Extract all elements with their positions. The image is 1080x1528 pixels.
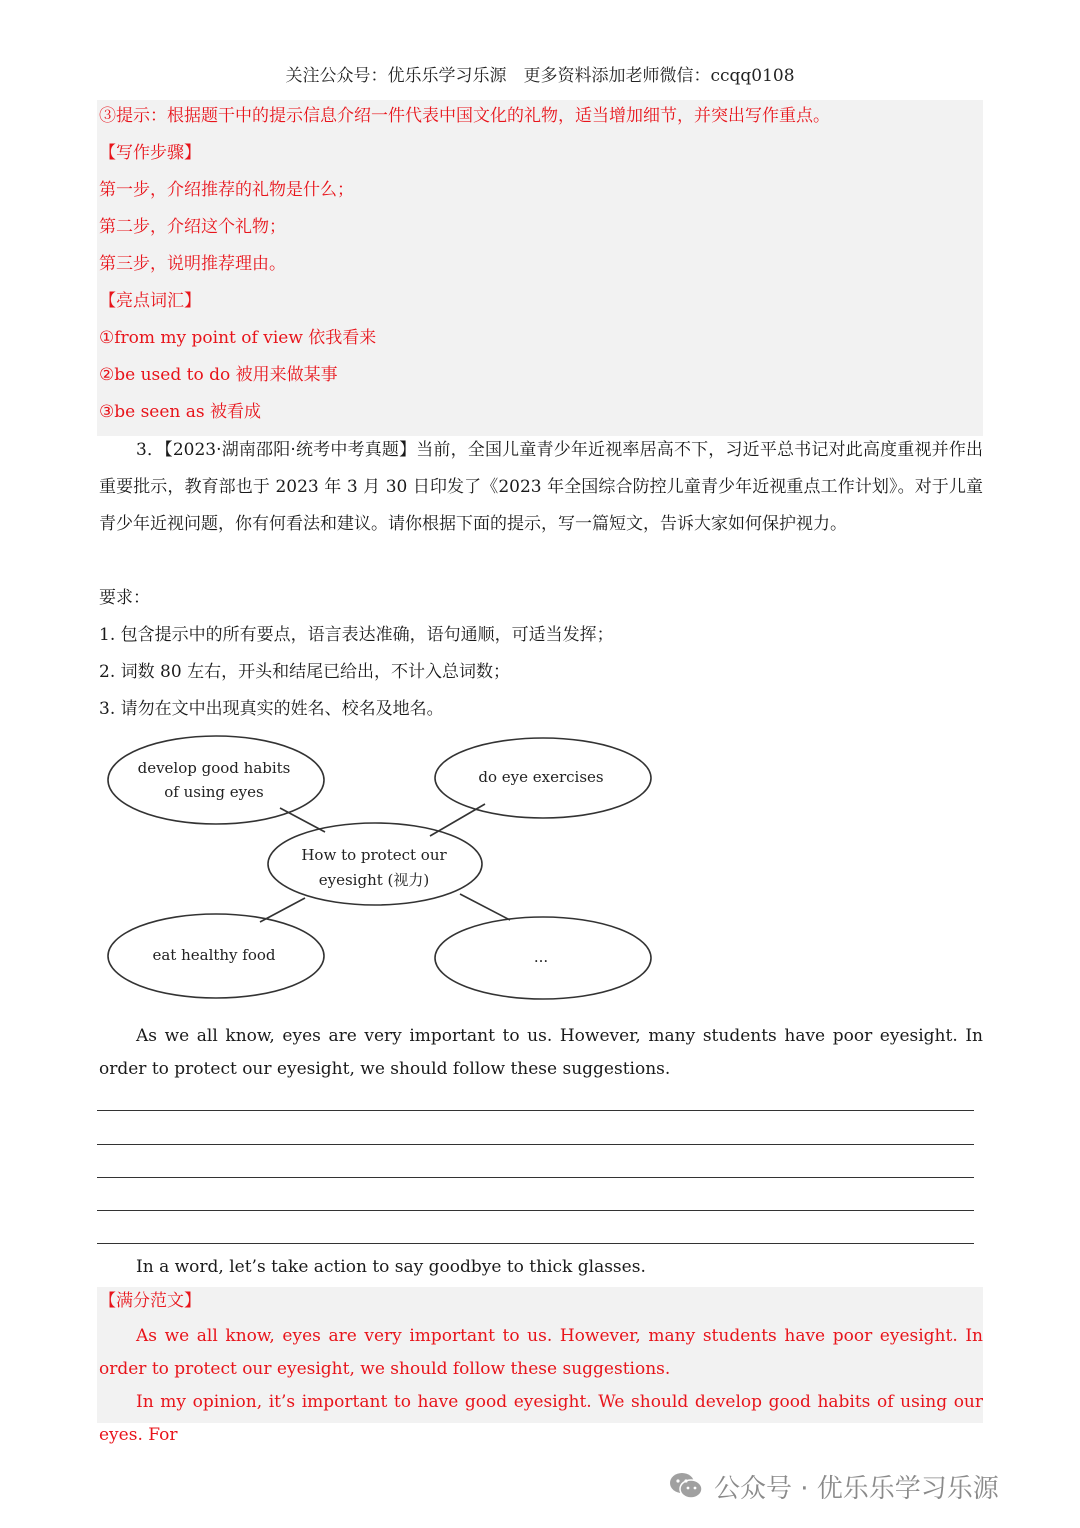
vocab-item: ③be seen as 被看成 — [99, 402, 262, 422]
node-center-label: eyesight (视力) — [318, 871, 430, 889]
model-paragraph-2 — [99, 1386, 983, 1452]
requirement-item: 1. 包含提示中的所有要点，语言表达准确，语句通顺，可适当发挥； — [99, 625, 614, 645]
wechat-icon — [668, 1471, 704, 1501]
vocab-item: ①from my point of view 依我看来 — [99, 328, 377, 348]
vocab-item: ②be used to do 被用来做某事 — [99, 365, 338, 385]
essay-start-text: As we all know, eyes are very important to us. However, many students have poor eyesight. In order to protect our eyesight, we should follow these suggestions. — [99, 1026, 983, 1079]
steps-title: 【写作步骤】 — [99, 143, 201, 163]
footer-watermark — [668, 1466, 999, 1506]
step-item: 第二步，介绍这个礼物； — [99, 217, 286, 237]
node-top-left-label: of using eyes — [164, 783, 264, 801]
page-header: 关注公众号：优乐乐学习乐源 更多资料添加老师微信：ccqq0108 — [285, 66, 795, 86]
requirements-title: 要求： — [99, 588, 150, 608]
footer-text: 公众号 · 优乐乐学习乐源 — [714, 1473, 999, 1504]
requirement-item: 2. 词数 80 左右，开头和结尾已给出，不计入总词数； — [99, 662, 511, 682]
writing-line — [97, 1210, 974, 1211]
model-paragraph-1 — [99, 1320, 983, 1386]
vocab-title: 【亮点词汇】 — [99, 291, 201, 311]
hint-line: ③提示：根据题干中的提示信息介绍一件代表中国文化的礼物，适当增加细节，并突出写作重点。 — [99, 106, 830, 126]
node-top-right-label: do eye exercises — [478, 768, 604, 786]
question-text: 3．【2023·湖南邵阳·统考中考真题】当前，全国儿童青少年近视率居高不下，习近平总书记对此高度重视并作出重要批示，教育部也于 2023 年 3 月 30 日印发了《2023 年全国综合防控儿童青少年近视重点工作计划》。对于儿童青少年近视问题，你有何看法和建议。请你根据下面的提示，写一篇短文，告诉大家如何保护视力。 — [99, 440, 983, 534]
writing-line — [97, 1177, 974, 1178]
mindmap-diagram — [100, 718, 660, 1008]
writing-line — [97, 1144, 974, 1145]
node-top-left — [108, 736, 324, 824]
node-center-label: How to protect our — [301, 846, 447, 864]
node-bottom-left-label: eat healthy food — [152, 946, 276, 964]
model-para1-text: As we all know, eyes are very important to us. However, many students have poor eyesight. In order to protect our eyesight, we should follow these suggestions. — [99, 1326, 983, 1379]
connector-line — [460, 894, 510, 920]
model-title: 【满分范文】 — [99, 1291, 201, 1311]
writing-line — [97, 1110, 974, 1111]
essay-start — [99, 1020, 983, 1086]
requirement-item: 3. 请勿在文中出现真实的姓名、校名及地名。 — [99, 699, 444, 719]
node-center — [268, 823, 482, 905]
writing-line — [97, 1243, 974, 1244]
node-bottom-right-label: ... — [533, 948, 549, 966]
step-item: 第三步，说明推荐理由。 — [99, 254, 286, 274]
step-item: 第一步，介绍推荐的礼物是什么； — [99, 180, 354, 200]
node-top-left-label: develop good habits — [137, 759, 291, 777]
question-paragraph — [99, 432, 983, 543]
essay-end: In a word, let’s take action to say goodbye to thick glasses. — [136, 1257, 646, 1277]
model-para2-text: In my opinion, it’s important to have good eyesight. We should develop good habits of using our eyes. For — [99, 1392, 983, 1445]
